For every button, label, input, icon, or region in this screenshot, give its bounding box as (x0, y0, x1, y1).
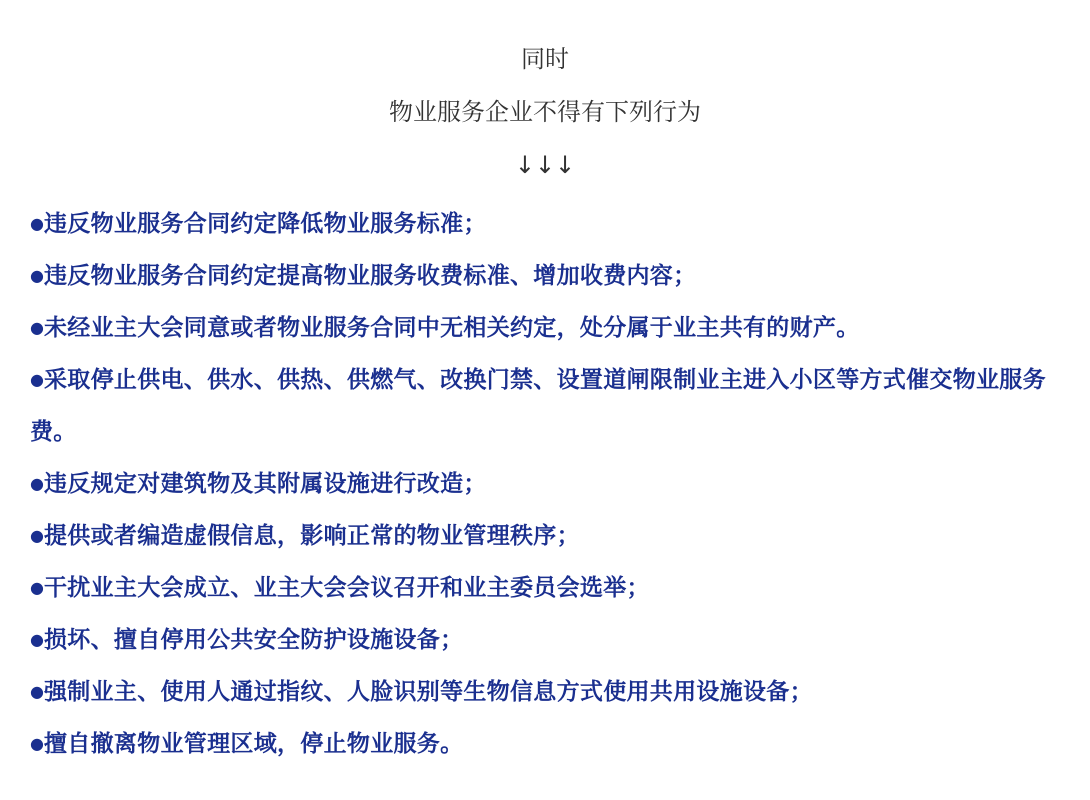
list-item (30, 250, 1070, 302)
prohibited-behaviors-list (30, 198, 1070, 770)
bullet-icon: ● (30, 526, 45, 545)
list-item-text: 强制业主、使用人通过指纹、人脸识别等生物信息方式使用共用设施设备； (44, 679, 813, 705)
list-item-text: 提供或者编造虚假信息，影响正常的物业管理秩序； (44, 523, 580, 549)
list-item (30, 666, 1070, 718)
list-item (30, 458, 1070, 510)
list-item-text: 采取停止供电、供水、供热、供燃气、改换门禁、设置道闸限制业主进入小区等方式催交物业服务费。 (30, 367, 1046, 445)
list-item (30, 562, 1070, 614)
list-item (30, 198, 1070, 250)
list-item (30, 302, 1070, 354)
bullet-icon: ● (30, 578, 45, 597)
list-item (30, 510, 1070, 562)
bullet-icon: ● (30, 266, 45, 285)
list-item-text: 未经业主大会同意或者物业服务合同中无相关约定，处分属于业主共有的财产。 (44, 315, 860, 341)
bullet-icon: ● (30, 474, 45, 493)
intro-line: 同时 (521, 45, 569, 73)
bullet-icon: ● (30, 682, 45, 701)
list-item (30, 614, 1070, 666)
section-title: 物业服务企业不得有下列行为 (389, 98, 701, 126)
bullet-icon: ● (30, 630, 45, 649)
list-item-text: 干扰业主大会成立、业主大会会议召开和业主委员会选举； (44, 575, 650, 601)
bullet-icon: ● (30, 734, 45, 753)
bullet-icon: ● (30, 214, 45, 233)
list-item (30, 718, 1070, 770)
list-item-text: 违反物业服务合同约定降低物业服务标准； (44, 211, 487, 237)
bullet-icon: ● (30, 370, 45, 389)
bullet-icon: ● (30, 318, 45, 337)
list-item-text: 损坏、擅自停用公共安全防护设施设备； (44, 627, 464, 653)
list-item (30, 354, 1070, 458)
list-item-text: 擅自撤离物业管理区域，停止物业服务。 (44, 731, 464, 757)
down-arrows-icon: ↓↓↓ (514, 151, 576, 179)
list-item-text: 违反物业服务合同约定提高物业服务收费标准、增加收费内容； (44, 263, 697, 289)
list-item-text: 违反规定对建筑物及其附属设施进行改造； (44, 471, 487, 497)
